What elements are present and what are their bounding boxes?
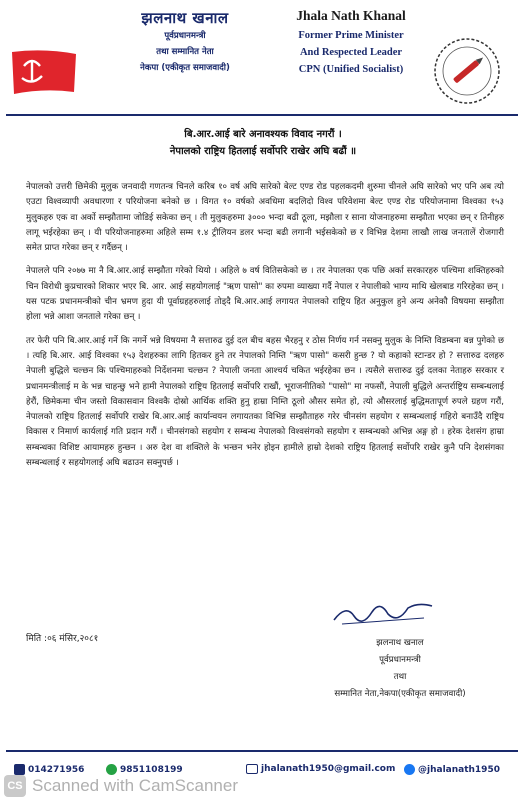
email-address: jhalanath1950@gmail.com	[261, 764, 396, 774]
en-role-1: Former Prime Minister	[298, 30, 404, 41]
official-seal-icon	[432, 36, 502, 106]
footer-email	[246, 764, 395, 774]
handwritten-signature	[328, 596, 438, 630]
signatory-role-3: सम्मानित नेता,नेकपा(एकीकृत समाजवादी)	[334, 689, 466, 699]
party-flag-icon	[10, 48, 78, 96]
en-role-2: And Respected Leader	[299, 47, 403, 58]
signatory-role-1: पूर्वप्रधानमन्त्री	[379, 655, 421, 665]
watermark-text: Scanned with CamScanner	[32, 776, 239, 795]
facebook-icon	[404, 764, 415, 775]
np-party: नेकपा (एकीकृत समाजवादी)	[140, 63, 230, 73]
camscanner-logo-icon: CS	[4, 775, 26, 797]
date: मिति :०६ मंसिर,२०८१	[26, 634, 99, 644]
en-party: CPN (Unified Socialist)	[298, 64, 404, 75]
facebook-handle: @jhalanath1950	[418, 764, 500, 775]
signatory-name: झलनाथ खनाल	[376, 638, 424, 648]
np-role-1: पूर्वप्रधानमन्त्री	[164, 31, 206, 41]
camscanner-watermark	[4, 774, 238, 798]
en-name: Jhala Nath Khanal	[296, 8, 406, 23]
signatory-role-2: तथा	[393, 672, 407, 682]
footer-facebook	[404, 764, 500, 775]
paragraph-3: तर फेरी पनि बि.आर.आई गर्ने कि नगर्ने भन्ने विषयमा नै सत्तारुढ दुई दल बीच बहस भैरहनु र ठोस निर्णय गर्न नसक्नु मुलुक के निम्ति विडम्बना बन्न पुगेको छ । त्यहि बि.आर. आई विश्वका १५३ देशहरुका लागि हितकर हुने तर नेपालको निम्ति "ऋण पासो" कसरी हुन्छ ? यो कहाको स्टान्डर हो ? सत्तारुढ दलहरु नेपाली बुद्धिले चल्छन कि पश्चिमाहरुको निर्देशनमा चल्छन ? नेपाली जनता आश्चर्य चकित भईरहेका छन । त्यसैले सत्तारुढ दुई दलका नेताहरु सरकार र प्रधानमन्त्रीलाई म के भन्न चाहन्छु भने हामी नेपालको राष्ट्रिय हितलाई सर्वोपरि राखौं, भूराजनीतिको "पासो" मा नफसौं, नेपाली बुद्धिले अन्तर्राष्ट्रिय सम्बन्धलाई हेरौं, छिमेकमा चीन जस्तो विकासवान विश्वकै दोस्रो आर्थिक शक्ति हुनु हाम्रा निम्ति ठूलो औसर समेत हो, त्यो औसरलाई बुद्धिमतापूर्ण रुपले ग्रहण गरौं, नेपालको राष्ट्रिय हितलाई सर्वोपरि राखेर बि.आर.आई कार्यान्वयन लगायतका विभिन्न सम्झौताहरु गरेर चीनसंग सहयोग र सम्बन्धलाई गहिरो बनाउँदै राष्ट्रिय विकास र निमार्ण कार्यलाई गति प्रदान गरौं । चीनसंगको सहयोग र सम्बन्ध नेपालको विश्वसंगको सहयोग र सम्बन्धको अभिन्न अङ्ग हो । हरेक देशसंग हाम्रा सम्बन्धका विशिष्ट आयामहरु हुन्छन । अरु देश वा शक्तिले के भन्छन भनेर होइन हामीले हाम्रो देशको राष्ट्रिय हितलाई सर्वोपरि राखेर कुनै पनि देशसंगका सम्बन्धलाई र सहयोगलाई अघि बढाउन सक्नुपर्छ ।	[26, 335, 504, 469]
paragraph-1: नेपालको उत्तरी छिमेकी मुलुक जनवादी गणतन्त्र चिनले करिब १० वर्ष अघि सारेको बेल्ट एण्ड रोड पहलकदमी शुरुमा चीनले अघि सारेको भए पनि अब त्यो एउटा विश्वव्यापी अवधारणा र परियोजना बनेको छ । विगत १० वर्षको अवधिमा बदलिदो विश्व परिवेशमा बेल्ट एण्ड रोड परियोजनामा विश्वका १५३ मुलुकहरु एक वा अर्को सम्झौतामा जोडिई सकेका छन् । ती मुलुकहरुमा ३००० भन्दा बढी ठूला, मझौला र साना योजनाहरुमा सम्झौता भएका छन् र तिनीहरु लागू भईरहेका छन् । यी परियोजनाहरुमा अहिले सम्म १.४ ट्रीलियन डलर भन्दा बढी लगानी भईसकेको छ र विभिन्न देशमा लाखौ लाख जनतालें रोजगारी समेत प्राप्त गरेका छन् र गर्दैछन् ।	[26, 182, 504, 254]
phone-number: 014271956	[28, 764, 85, 775]
email-icon	[246, 764, 258, 774]
np-role-2: तथा सम्मानित नेता	[156, 47, 214, 57]
title-line-2: नेपालको राष्ट्रिय हितलाई सर्वोपरि राखेर अघि बढौं ॥	[169, 146, 357, 157]
footer-divider	[6, 750, 518, 752]
paragraph-2: नेपालले पनि २०७७ मा नै बि.आर.आई सम्झौता गरेको थियो । अहिले ७ वर्ष वितिसकेको छ । तर नेपालका एक पछि अर्का सरकारहरु पश्चिमा शक्तिहरुको चिन विरोधी कुप्रचारको शिकार भएर बि. आर. आई सहयोगलाई "ऋण पासो" का रुपमा व्याख्या गर्दै नेपाल र नेपालीको भाग्य माथि खेलबाड गरिरहेका छन् । यस पटक प्रधानमन्त्रीको चीन भ्रमण हुदा यी पूर्वाग्रहहरुलाई तोड्दै बि.आर.आई लगायत नेपालको राष्ट्रिय हित अनुकुल हुने अन्य अनेकौ विषयमा सम्झौता होला भन्ने आशा जनताले गरेका छन् ।	[26, 266, 504, 323]
mobile-number: 9851108199	[120, 764, 183, 775]
title-line-1: बि.आर.आई बारे अनावश्यक विवाद नगरौं ।	[184, 129, 342, 140]
header-divider	[6, 114, 518, 116]
np-name: झलनाथ खनाल	[141, 9, 229, 27]
statement-body	[26, 180, 504, 479]
